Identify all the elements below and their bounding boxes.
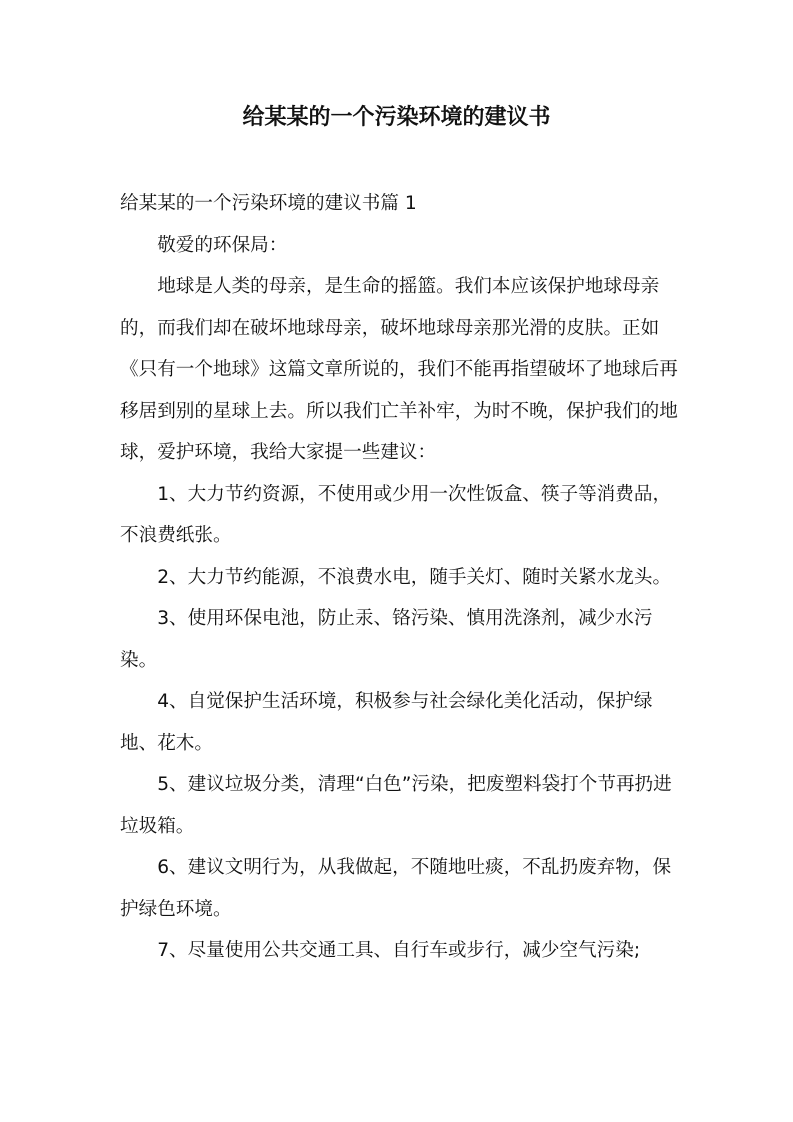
suggestion-5: 5、建议垃圾分类，清理“白色”污染，把废塑料袋打个节再扔进垃圾箱。 (120, 774, 672, 837)
salutation: 敬爱的环保局： (157, 234, 288, 256)
document-title: 给某某的一个污染环境的建议书 (242, 105, 551, 130)
suggestion-1: 1、大力节约资源，不使用或少用一次性饭盒、筷子等消费品，不浪费纸张。 (120, 483, 672, 546)
suggestion-2: 2、大力节约能源，不浪费水电，随手关灯、随时关紧水龙头。 (157, 566, 672, 588)
suggestion-7: 7、尽量使用公共交通工具、自行车或步行，减少空气污染; (157, 940, 641, 961)
suggestion-6: 6、建议文明行为，从我做起，不随地吐痰，不乱扔废弃物，保护绿色环境。 (120, 857, 672, 920)
suggestion-3: 3、使用环保电池，防止汞、铬污染、慎用洗涤剂，减少水污染。 (120, 608, 653, 671)
document-body (120, 183, 680, 972)
section-heading: 给某某的一个污染环境的建议书篇 1 (120, 193, 417, 214)
paragraph-intro: 地球是人类的母亲，是生命的摇篮。我们本应该保护地球母亲的，而我们却在破坏地球母亲，破坏地球母亲那光滑的皮肤。正如《只有一个地球》这篇文章所说的，我们不能再指望破坏了地球后再移居到别的星球上去。所以我们亡羊补牢，为时不晚，保护我们的地球，爱护环境，我给大家提一些建议： (120, 276, 678, 463)
suggestion-4: 4、自觉保护生活环境，积极参与社会绿化美化活动，保护绿地、花木。 (120, 691, 653, 754)
